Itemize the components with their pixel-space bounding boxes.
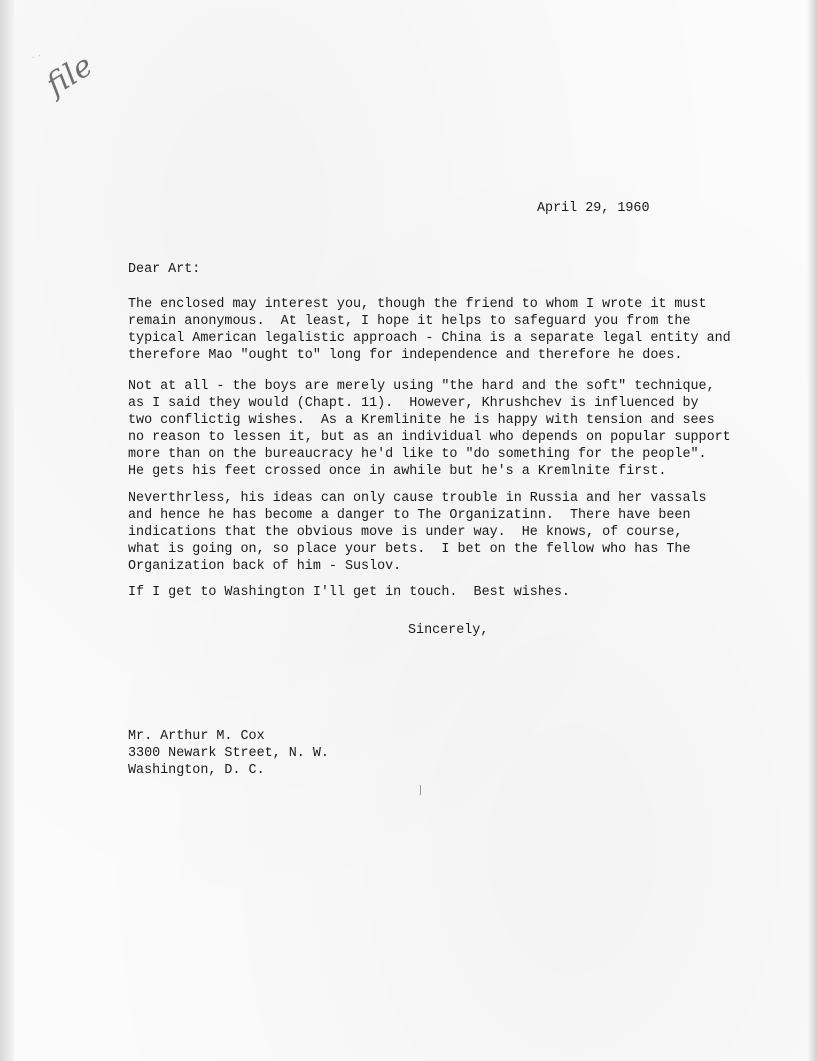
closing: Sincerely, — [408, 623, 489, 638]
text-line: therefore Mao "ought to" long for independence and therefore he does. — [128, 348, 683, 363]
text-line: Neverthrless, his ideas can only cause trouble in Russia and her vassals — [128, 491, 707, 506]
paper-left-edge — [0, 0, 14, 1061]
text-line: Organization back of him - Suslov. — [128, 559, 402, 574]
paragraph-2 — [128, 378, 731, 480]
text-line: remain anonymous. At least, I hope it helps to safeguard you from the — [128, 314, 691, 329]
text-line: The enclosed may interest you, though the friend to whom I wrote it must — [128, 297, 707, 312]
text-line: no reason to lessen it, but as an individual who depends on popular support — [128, 430, 731, 445]
text-line: indications that the obvious move is under way. He knows, of course, — [128, 525, 683, 540]
text-line: two conflictig wishes. As a Kremlinite he is happy with tension and sees — [128, 413, 715, 428]
text-line: If I get to Washington I'll get in touch. Best wishes. — [128, 585, 570, 600]
text-line: more than on the bureaucracy he'd like to "do something for the people". — [128, 447, 707, 462]
text-line: as I said they would (Chapt. 11). However, Khrushchev is influenced by — [128, 396, 699, 411]
recipient-address — [128, 728, 329, 779]
address-line: 3300 Newark Street, N. W. — [128, 746, 329, 761]
letter-date: April 29, 1960 — [537, 201, 650, 216]
paragraph-3 — [128, 490, 707, 575]
address-line: Mr. Arthur M. Cox — [128, 729, 265, 744]
file-annotation — [30, 50, 130, 120]
text-line: what is going on, so place your bets. I bet on the fellow who has The — [128, 542, 691, 557]
handwritten-file-note: file — [40, 48, 100, 103]
text-line: He gets his feet crossed once in awhile but he's a Kremlnite first. — [128, 464, 667, 479]
paper-speck — [420, 785, 425, 795]
text-line: and hence he has become a danger to The Organizatinn. There have been — [128, 508, 691, 523]
paragraph-4 — [128, 584, 570, 601]
paragraph-1 — [128, 296, 731, 364]
salutation: Dear Art: — [128, 262, 201, 277]
text-line: Not at all - the boys are merely using "the hard and the soft" technique, — [128, 379, 715, 394]
stamp-mark: .. — [28, 48, 44, 62]
text-line: typical American legalistic approach - China is a separate legal entity and — [128, 331, 731, 346]
paper-right-edge — [807, 0, 817, 1061]
address-line: Washington, D. C. — [128, 763, 265, 778]
